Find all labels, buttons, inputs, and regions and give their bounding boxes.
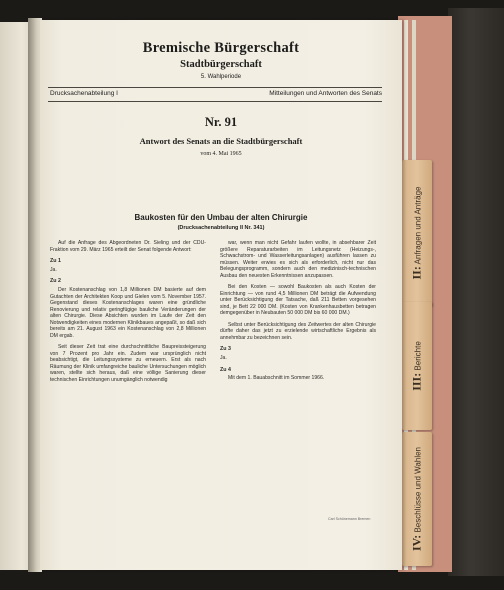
tab-label: Beschlüsse und Wahlen bbox=[413, 447, 423, 533]
paragraph: Bei den Kosten — sowohl Baukosten als auch Kosten der Einrichtung — von rund 4,5 Millionen DM beträgt die Aufwendung unter Berücksichtigung der Tatsache, daß 211 Betten vorgesehen sind, je Bett 22 000 DM. (Kosten von Krankenhausbetten betragen demgegenüber in Neubauten 50 000 DM bis 60 000 DM.) bbox=[220, 284, 376, 317]
tab-label: Anfragen und Anträge bbox=[413, 186, 423, 265]
document-page bbox=[40, 20, 402, 570]
paragraph: Seit dieser Zeit trat eine durchschnittliche Baupreissteigerung von 7 Prozent pro Jahr ein. Zudem war ursprünglich nicht beabsichtigt, die Leitungssysteme zu erneuern. Erst als nach Räumung der Klinik umfangreiche bauliche Untersuchungen möglich waren, stellte sich heraus, daß eine völlige Sanierung dieser technischen Einrichtungen unumgänglich notwendig bbox=[50, 344, 206, 383]
article-subtitle: (Drucksachenabteilung II Nr. 341) bbox=[177, 225, 265, 231]
header-rule bbox=[48, 101, 382, 102]
department-label: Drucksachenabteilung I bbox=[50, 90, 118, 97]
tab-beschluesse-wahlen[interactable] bbox=[402, 432, 432, 566]
paragraph: war, wenn man nicht Gefahr laufen wollte, in absehbarer Zeit größere Reparaturarbeiten im Leitungsnetz (Heizungs-, Schwachstrom- und Wasserleitungsanlagen) ausführen lassen zu müssen. Weiter erwies es sich als erforderlich, nicht nur das Belegungsprogramm, sondern auch den medizinisch-technischen Ausbau den neuesten Erkenntnissen anzupassen. bbox=[220, 240, 376, 279]
paragraph: Ja. bbox=[50, 266, 57, 273]
tab-berichte[interactable] bbox=[402, 302, 432, 430]
article-title: Baukosten für den Umbau der alten Chirurgie bbox=[134, 213, 308, 222]
tab-number: III: bbox=[409, 372, 424, 391]
question-heading: Zu 4 bbox=[220, 366, 231, 373]
tab-anfragen-antraege[interactable] bbox=[402, 160, 432, 306]
document-title: Antwort des Senats an die Stadtbürgerschaft bbox=[139, 136, 303, 146]
paragraph: Auf die Anfrage des Abgeordneten Dr. Sieling und der CDU-Fraktion vom 29. März 1965 erteilt der Senat folgende Antwort: bbox=[50, 240, 206, 253]
header-rule bbox=[48, 87, 382, 88]
document-date: vom 4. Mai 1965 bbox=[200, 151, 242, 157]
document-number: Nr. 91 bbox=[204, 115, 238, 129]
paragraph: Selbst unter Berücksichtigung des Zeitwertes der alten Chirurgie dürfte daher das jetzt zu erzielende wirtschaftliche Ergebnis als annehmbar zu bezeichnen sein. bbox=[220, 321, 376, 341]
right-text-column bbox=[220, 240, 376, 387]
left-text-column bbox=[50, 240, 206, 388]
tab-label: Berichte bbox=[413, 341, 423, 371]
paragraph: Ja. bbox=[220, 354, 227, 361]
paragraph: Mit dem 1. Bauabschnitt im Sommer 1966. bbox=[228, 375, 325, 382]
printer-imprint: Carl Schünemann Bremen bbox=[328, 517, 371, 521]
binder-spine bbox=[448, 8, 504, 576]
question-heading: Zu 3 bbox=[220, 346, 231, 353]
chamber-name: Stadtbürgerschaft bbox=[180, 59, 262, 70]
tab-number: IV: bbox=[409, 534, 424, 551]
section-label: Mitteilungen und Antworten des Senats bbox=[269, 90, 382, 97]
tab-number: II: bbox=[409, 266, 424, 280]
legislative-period: 5. Wahlperiode bbox=[200, 74, 242, 80]
paragraph: Der Kostenanschlag von 1,8 Millionen DM basierte auf dem Gutachten der Architekten Koop und Gielen vom 5. November 1957. Gegenstand dieses Kostenanschlages waren eine gründliche Renovierung und relativ geringfügige bauliche Veränderungen der alten Chirurgie. Diese Absichten wurden im Laufe der Zeit den Notwendigkeiten eines modernen Klinikbaues angepaßt, so daß sich bereits am 21. August 1963 ein Kostenanschlag von 2,8 Millionen DM ergab. bbox=[50, 287, 206, 339]
question-heading: Zu 2 bbox=[50, 278, 61, 285]
question-heading: Zu 1 bbox=[50, 258, 61, 265]
parliament-name: Bremische Bürgerschaft bbox=[142, 40, 300, 56]
